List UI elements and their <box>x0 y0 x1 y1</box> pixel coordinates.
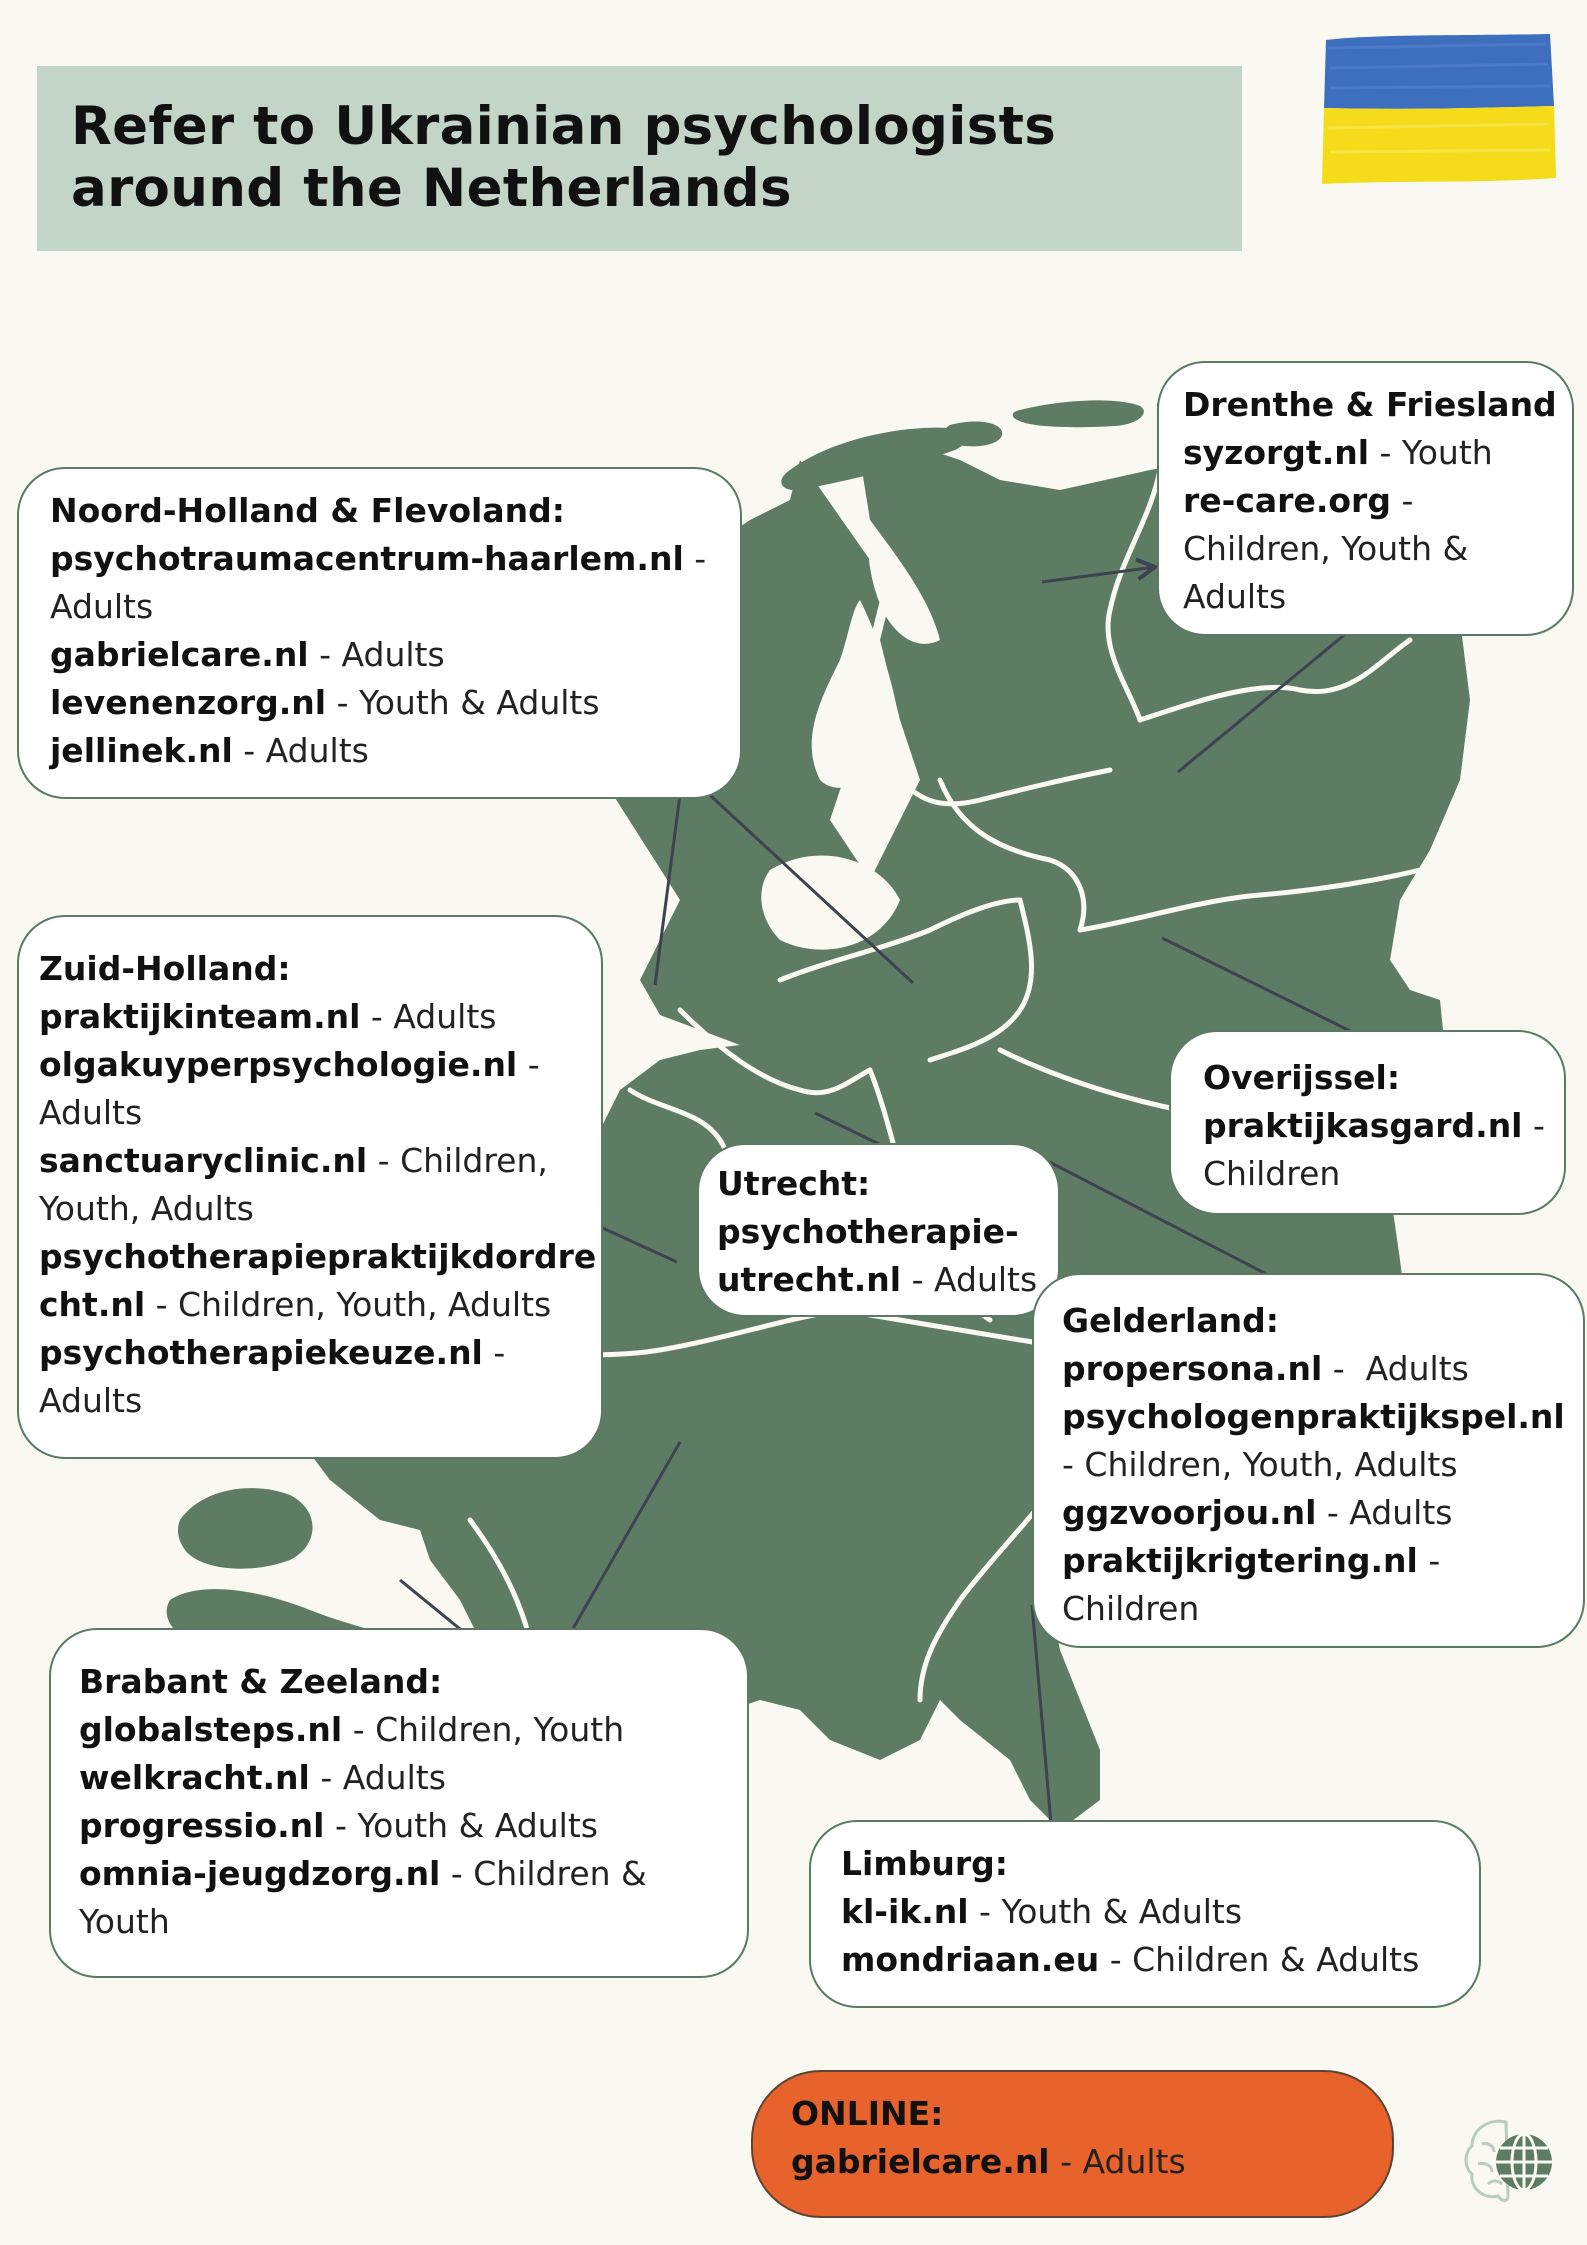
page-title <box>71 96 1221 220</box>
site-link[interactable]: psychotherapiepraktijkdordre <box>39 1237 597 1276</box>
card-limburg: Limburg: kl-ik.nl - Youth & Adults mondriaan.eu - Children & Adults <box>809 1820 1481 2008</box>
site-link[interactable]: re-care.org <box>1183 481 1391 520</box>
region-heading: Noord-Holland & Flevoland: <box>50 491 565 530</box>
site-link[interactable]: omnia-jeugdzorg.nl <box>79 1854 441 1893</box>
site-link[interactable]: praktijkasgard.nl <box>1203 1106 1523 1145</box>
site-link[interactable]: gabrielcare.nl <box>50 635 309 674</box>
site-link[interactable]: syzorgt.nl <box>1183 433 1370 472</box>
region-heading: Utrecht: <box>717 1164 871 1203</box>
site-link[interactable]: levenenzorg.nl <box>50 683 327 722</box>
site-link[interactable]: praktijkrigtering.nl <box>1062 1541 1418 1580</box>
title-banner <box>37 66 1242 251</box>
ukraine-flag-icon <box>1318 28 1558 188</box>
card-utrecht: Utrecht: psychotherapie- utrecht.nl - Adults <box>697 1143 1060 1317</box>
site-link[interactable]: globalsteps.nl <box>79 1710 343 1749</box>
site-link[interactable]: gabrielcare.nl <box>791 2142 1050 2181</box>
island-terschelling <box>1013 400 1144 427</box>
site-link[interactable]: cht.nl <box>39 1285 146 1324</box>
card-drenthe-friesland: Drenthe & Friesland syzorgt.nl - Youth re-care.org - Children, Youth & Adults <box>1157 361 1574 636</box>
site-link[interactable]: propersona.nl <box>1062 1349 1323 1388</box>
title-line-2: around the Netherlands <box>71 158 792 219</box>
site-link[interactable]: olgakuyperpsychologie.nl <box>39 1045 518 1084</box>
card-online: ONLINE: gabrielcare.nl - Adults <box>751 2070 1394 2218</box>
site-link[interactable]: jellinek.nl <box>50 731 233 770</box>
card-brabant-zeeland: Brabant & Zeeland: globalsteps.nl - Children, Youth welkracht.nl - Adults progressio.nl - Youth & Adults omnia-jeugdzorg.nl - Children & Youth <box>49 1628 749 1978</box>
site-link[interactable]: ggzvoorjou.nl <box>1062 1493 1317 1532</box>
island-walcheren <box>178 1488 313 1569</box>
site-link[interactable]: sanctuaryclinic.nl <box>39 1141 368 1180</box>
card-zuid-holland: Zuid-Holland: praktijkinteam.nl - Adults olgakuyperpsychologie.nl - Adults sanctuaryclinic.nl - Children, Youth, Adults psychotherapiepraktijkdordre cht.nl - Children, Youth, Adults psychotherapiekeuze.nl - Adults <box>17 915 603 1459</box>
card-overijssel: Overijssel: praktijkasgard.nl - Children <box>1169 1030 1566 1215</box>
region-heading: Brabant & Zeeland: <box>79 1662 443 1701</box>
region-heading: Overijssel: <box>1203 1058 1401 1097</box>
region-heading: Zuid-Holland: <box>39 949 291 988</box>
site-link[interactable]: welkracht.nl <box>79 1758 310 1797</box>
card-noord-holland: Noord-Holland & Flevoland: psychotraumacentrum-haarlem.nl - Adults gabrielcare.nl - Adults levenenzorg.nl - Youth & Adults jellinek.nl - Adults <box>17 467 742 799</box>
brain-globe-icon <box>1458 2110 1558 2210</box>
site-link[interactable]: psychotraumacentrum-haarlem.nl <box>50 539 684 578</box>
island-vlieland <box>944 421 1002 446</box>
region-heading: Gelderland: <box>1062 1301 1279 1340</box>
site-link[interactable]: progressio.nl <box>79 1806 325 1845</box>
region-heading: Drenthe & Friesland <box>1183 385 1557 424</box>
site-link[interactable]: utrecht.nl <box>717 1260 902 1299</box>
site-link[interactable]: psychotherapiekeuze.nl <box>39 1333 483 1372</box>
site-link[interactable]: psychologenpraktijkspel.nl <box>1062 1397 1565 1436</box>
title-line-1: Refer to Ukrainian psychologists <box>71 96 1057 157</box>
card-gelderland: Gelderland: propersona.nl - Adults psychologenpraktijkspel.nl - Children, Youth, Adults ggzvoorjou.nl - Adults praktijkrigtering.nl - Children <box>1032 1273 1585 1648</box>
online-heading: ONLINE: <box>791 2094 944 2133</box>
site-link[interactable]: mondriaan.eu <box>841 1940 1100 1979</box>
region-heading: Limburg: <box>841 1844 1008 1883</box>
site-link[interactable]: praktijkinteam.nl <box>39 997 361 1036</box>
site-link[interactable]: kl-ik.nl <box>841 1892 969 1931</box>
site-link[interactable]: psychotherapie- <box>717 1212 1019 1251</box>
